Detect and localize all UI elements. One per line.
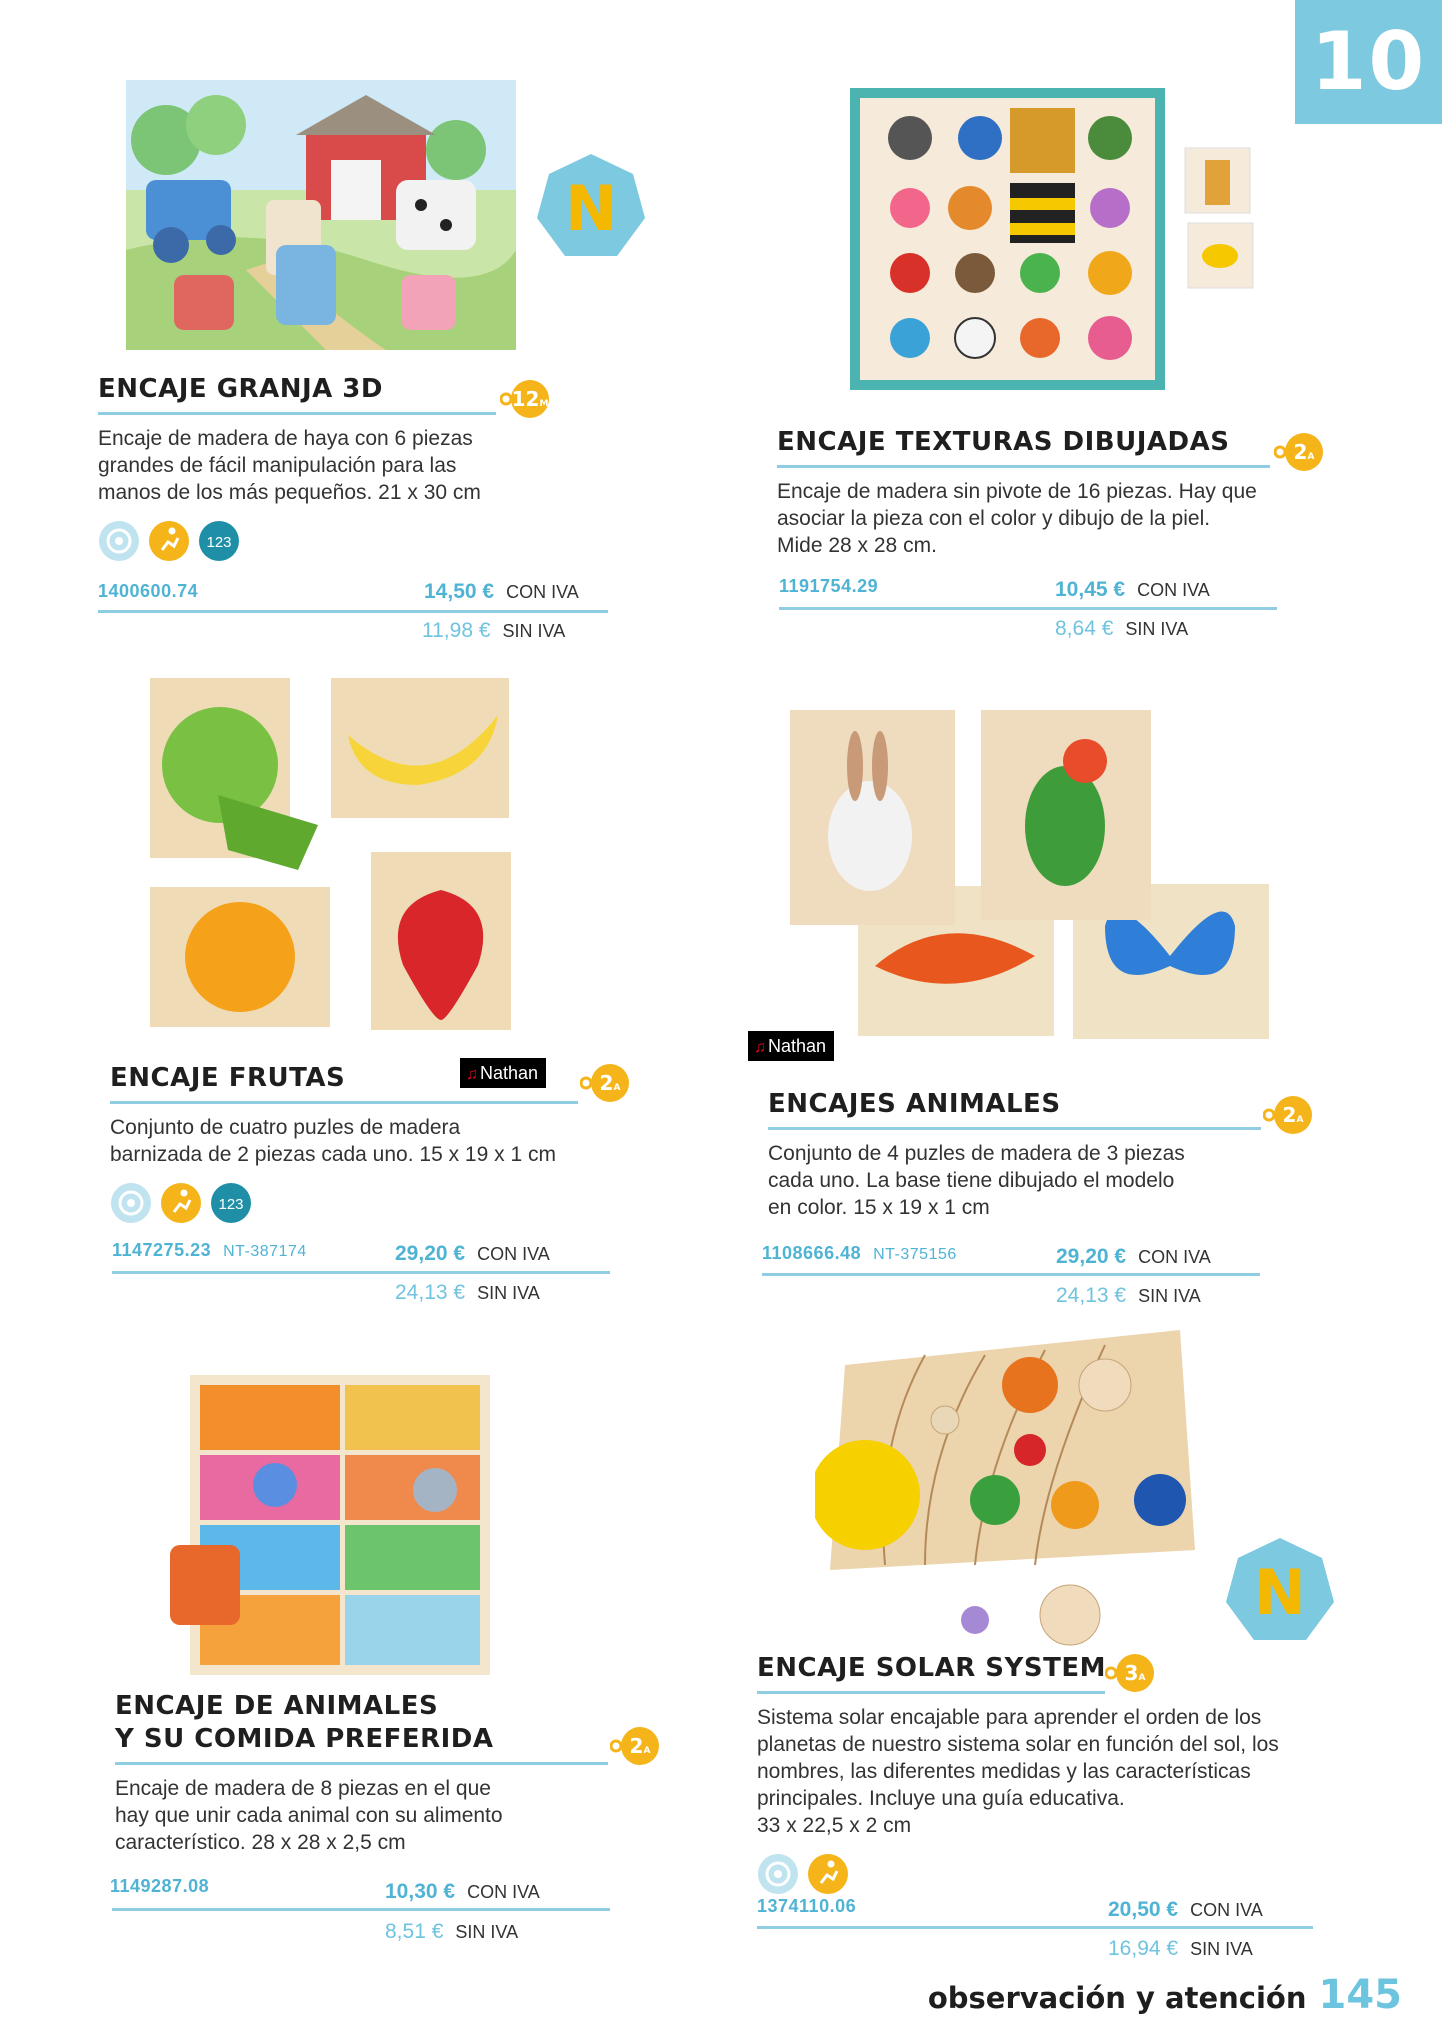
chapter-tab: 10 <box>1295 0 1442 124</box>
age-unit: A <box>1296 1115 1304 1125</box>
sin-iva-label: SIN IVA <box>1138 1286 1201 1306</box>
price-con-iva: 14,50 € <box>424 580 495 603</box>
con-iva-label: CON IVA <box>477 1244 550 1264</box>
product-description: Encaje de madera de haya con 6 piezas grandes de fácil manipulación para las manos de los más pequeños. 21 x 30 cm <box>98 427 481 504</box>
age-value: 12 <box>511 387 540 411</box>
price-divider <box>757 1926 1313 1929</box>
title-rule <box>98 412 496 415</box>
sin-iva-label: SIN IVA <box>1125 619 1189 639</box>
title-rule <box>110 1101 578 1104</box>
price-sin-iva-row <box>385 1920 518 1944</box>
new-badge-letter: N <box>565 172 617 245</box>
price-con-iva-row <box>385 1880 540 1904</box>
product-code: 1374110.06 <box>757 1896 857 1916</box>
product-ref: NT-387174 <box>223 1243 307 1260</box>
skill-icons <box>110 1182 630 1226</box>
price-con-iva: 29,20 € <box>395 1242 466 1265</box>
sensory-icon <box>110 1182 152 1224</box>
product-image-frutas <box>148 675 518 1030</box>
price-divider <box>779 607 1277 610</box>
age-value: 2 <box>599 1071 614 1095</box>
age-unit: A <box>643 1746 651 1756</box>
product-title: ENCAJE TEXTURAS DIBUJADAS <box>777 427 1230 457</box>
age-unit: A <box>1138 1673 1146 1683</box>
sensory-icon <box>98 520 140 562</box>
product-image-granja-3d <box>126 80 516 350</box>
price-sin-iva-row <box>422 619 565 643</box>
skill-icons <box>98 520 603 564</box>
brand-logo-nathan: ♫ Nathan <box>460 1058 546 1088</box>
new-badge-letter: N <box>1254 1556 1306 1629</box>
product-description: Encaje de madera sin pivote de 16 piezas. Hay que asociar la pieza con el color y dibujo de la piel. Mide 28 x 28 cm. <box>777 480 1257 557</box>
price-con-iva-row <box>1056 1245 1211 1269</box>
price-divider <box>112 1271 610 1274</box>
product-encajes-animales <box>768 1088 1288 1221</box>
age-value: 2 <box>1282 1103 1297 1127</box>
product-code-value: 1147275.23 <box>112 1240 212 1260</box>
title-rule <box>757 1691 1105 1694</box>
numbers-icon-label: 123 <box>206 534 232 551</box>
numbers-icon-label: 123 <box>218 1196 244 1213</box>
product-solar-system <box>757 1652 1397 1897</box>
price-divider <box>112 1908 610 1911</box>
price-con-iva-row <box>1108 1898 1263 1922</box>
product-description: Encaje de madera de 8 piezas en el que hay que unir cada animal con su alimento característico. 28 x 28 x 2,5 cm <box>115 1777 503 1854</box>
sin-iva-label: SIN IVA <box>455 1922 519 1942</box>
price-sin-iva: 24,13 € <box>395 1281 466 1304</box>
sin-iva-label: SIN IVA <box>502 621 566 641</box>
age-badge <box>1274 431 1324 473</box>
price-sin-iva: 8,51 € <box>385 1920 444 1943</box>
price-sin-iva-row <box>1055 617 1188 641</box>
price-sin-iva-row <box>395 1281 540 1305</box>
skill-icons <box>757 1853 1397 1897</box>
price-sin-iva: 8,64 € <box>1055 617 1114 640</box>
price-sin-iva-row <box>1108 1937 1253 1961</box>
title-rule <box>768 1127 1261 1130</box>
price-sin-iva: 11,98 € <box>422 619 491 642</box>
price-sin-iva: 16,94 € <box>1108 1937 1179 1960</box>
page-number: 145 <box>1318 1972 1402 2018</box>
age-value: 2 <box>1293 440 1308 464</box>
price-sin-iva-row <box>1056 1284 1201 1308</box>
age-value: 3 <box>1124 1661 1139 1685</box>
price-con-iva-row <box>424 580 579 604</box>
price-sin-iva: 24,13 € <box>1056 1284 1127 1307</box>
sin-iva-label: SIN IVA <box>1190 1939 1253 1959</box>
age-badge <box>500 378 550 420</box>
price-con-iva: 10,45 € <box>1055 578 1126 601</box>
con-iva-label: CON IVA <box>506 582 579 602</box>
product-title: ENCAJE FRUTAS <box>110 1063 346 1093</box>
product-code-value: 1108666.48 <box>762 1243 862 1263</box>
product-code <box>112 1240 307 1261</box>
age-unit: A <box>613 1083 621 1093</box>
age-badge <box>1105 1652 1155 1694</box>
product-image-texturas-dibujadas <box>850 88 1255 393</box>
con-iva-label: CON IVA <box>467 1882 540 1902</box>
age-unit: A <box>1307 452 1315 462</box>
con-iva-label: CON IVA <box>1138 1247 1211 1267</box>
product-ref: NT-375156 <box>873 1246 957 1263</box>
product-title: ENCAJE GRANJA 3D <box>98 374 383 404</box>
product-description: Conjunto de cuatro puzles de madera barnizada de 2 piezas cada uno. 15 x 19 x 1 cm <box>110 1116 556 1166</box>
product-code: 1191754.29 <box>779 576 879 596</box>
product-description: Sistema solar encajable para aprender el orden de los planetas de nuestro sistema solar en función del sol, los nombres, las diferentes medidas y las características principales. Incluye una guía educativa. 33 x 22,5 x 2 cm <box>757 1706 1279 1837</box>
price-con-iva: 29,20 € <box>1056 1245 1127 1268</box>
title-rule <box>777 465 1270 468</box>
age-badge <box>610 1725 660 1767</box>
sensory-icon <box>757 1853 799 1895</box>
price-divider <box>98 610 608 613</box>
age-value: 2 <box>629 1734 644 1758</box>
numbers-icon <box>210 1182 252 1224</box>
title-rule <box>115 1762 608 1765</box>
product-image-animales-comida <box>165 1375 495 1675</box>
product-code <box>762 1243 957 1264</box>
con-iva-label: CON IVA <box>1190 1900 1263 1920</box>
motor-icon <box>807 1853 849 1895</box>
product-title: ENCAJES ANIMALES <box>768 1089 1061 1119</box>
product-image-solar-system <box>815 1325 1195 1650</box>
motor-icon <box>148 520 190 562</box>
sin-iva-label: SIN IVA <box>477 1283 540 1303</box>
new-badge <box>1224 1536 1336 1648</box>
con-iva-label: CON IVA <box>1137 580 1210 600</box>
footer-section: observación y atención <box>927 1981 1307 2015</box>
price-con-iva: 20,50 € <box>1108 1898 1179 1921</box>
new-badge <box>535 152 647 264</box>
product-frutas <box>110 1062 630 1226</box>
age-badge <box>1263 1094 1313 1136</box>
age-unit: M <box>539 399 549 409</box>
product-title: ENCAJE DE ANIMALES Y SU COMIDA PREFERIDA <box>115 1691 494 1754</box>
numbers-icon <box>198 520 240 562</box>
product-animales-comida <box>115 1690 635 1856</box>
price-con-iva: 10,30 € <box>385 1880 456 1903</box>
brand-logo-nathan: ♫ Nathan <box>748 1031 834 1061</box>
product-title: ENCAJE SOLAR SYSTEM <box>757 1653 1106 1683</box>
product-description: Conjunto de 4 puzles de madera de 3 piezas cada uno. La base tiene dibujado el modelo en color. 15 x 19 x 1 cm <box>768 1142 1185 1219</box>
page-footer <box>928 1972 1402 2018</box>
product-code: 1149287.08 <box>110 1876 210 1896</box>
product-image-encajes-animales <box>785 706 1270 1041</box>
price-con-iva-row <box>395 1242 550 1266</box>
product-code: 1400600.74 <box>98 581 199 601</box>
price-con-iva-row <box>1055 578 1210 602</box>
motor-icon <box>160 1182 202 1224</box>
age-badge <box>580 1062 630 1104</box>
price-divider <box>762 1273 1260 1276</box>
